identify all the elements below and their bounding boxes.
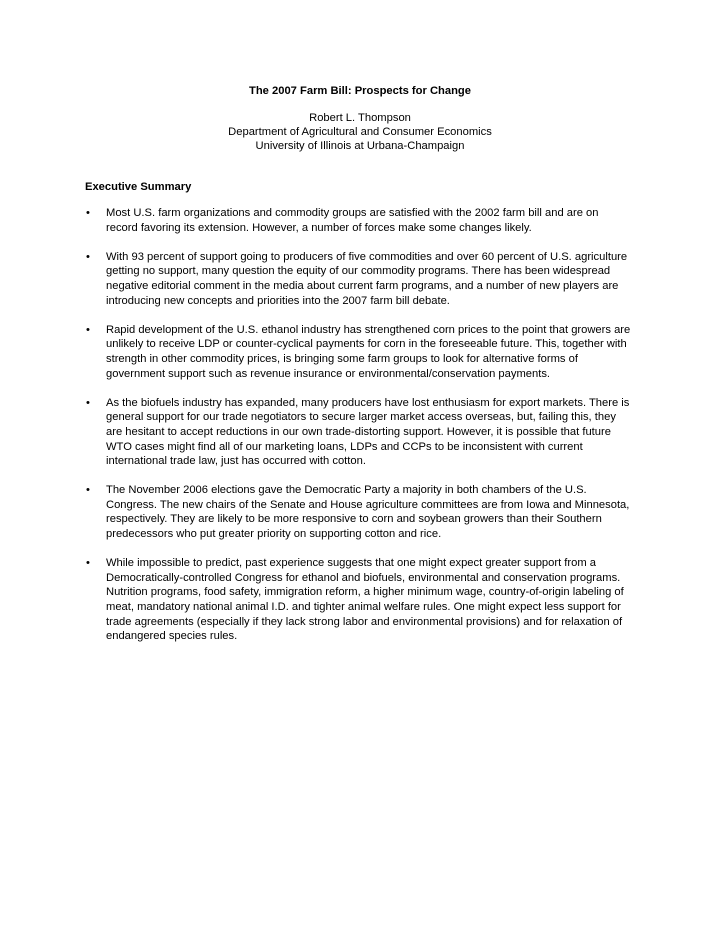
bullet-text: The November 2006 elections gave the Democratic Party a majority in both chambers of the U.S. Congress. The new chairs of the Senate and House agriculture committees are from Iowa and Minnesota, respectively. They are likely to be more responsive to corn and soybean growers than their Southern predecessors who put greater priority on supporting cotton and rice. bbox=[106, 484, 630, 541]
bullet-text: Rapid development of the U.S. ethanol industry has strengthened corn prices to the point that growers are unlikely to receive LDP or counter-cyclical payments for corn in the foreseeable future. This, together with strength in other commodity prices, is bringing some farm groups to look for alternative forms of government support such as revenue insurance or environmental/conservation payments. bbox=[106, 323, 631, 380]
bullet-text: While impossible to predict, past experience suggests that one might expect greater support from a Democratically-controlled Congress for ethanol and biofuels, environmental and conservation programs. Nutrition programs, food safety, immigration reform, a higher minimum wage, country-of-origin labeling of meat, mandatory national animal I.D. and tighter animal welfare rules. One might expect less support for trade agreements (especially if they lack strong labor and environmental provisions) and for relaxation of endangered species rules. bbox=[106, 557, 624, 643]
bullet-text: Most U.S. farm organizations and commodity groups are satisfied with the 2002 farm bill and are on record favoring its extension. However, a number of forces make some changes likely. bbox=[106, 207, 599, 234]
bullet-text: With 93 percent of support going to producers of five commodities and over 60 percent of U.S. agriculture getting no support, many question the equity of our commodity programs. There has been widespread negative editorial comment in the media about current farm programs, and a number of new players are introducing new concepts and priorities into the 2007 farm bill debate. bbox=[106, 250, 628, 307]
list-item bbox=[85, 556, 633, 644]
document-title: The 2007 Farm Bill: Prospects for Change bbox=[249, 85, 471, 97]
bullet-icon: • bbox=[86, 250, 90, 263]
bullet-icon: • bbox=[86, 323, 90, 336]
author-department: Department of Agricultural and Consumer Economics bbox=[228, 126, 492, 138]
bullet-icon: • bbox=[86, 484, 90, 497]
list-item bbox=[85, 483, 633, 541]
summary-bullet-list bbox=[85, 206, 633, 658]
list-item bbox=[85, 396, 633, 469]
list-item bbox=[85, 250, 633, 308]
section-heading: Executive Summary bbox=[85, 181, 192, 193]
list-item bbox=[85, 206, 633, 235]
author-name: Robert L. Thompson bbox=[309, 112, 411, 124]
author-university: University of Illinois at Urbana-Champaign bbox=[255, 140, 465, 152]
bullet-icon: • bbox=[86, 396, 90, 409]
bullet-icon: • bbox=[86, 207, 90, 219]
bullet-icon: • bbox=[86, 557, 90, 570]
list-item bbox=[85, 323, 633, 381]
bullet-text: As the biofuels industry has expanded, many producers have lost enthusiasm for export markets. There is general support for our trade negotiators to secure larger market access overseas, but, failing this, they are hesitant to accept reductions in our own trade-distorting support. However, it is possible that future WTO cases might find all of our marketing loans, LDPs and CCPs to be inconsistent with current international trade law, just has occurred with cotton. bbox=[106, 396, 630, 468]
